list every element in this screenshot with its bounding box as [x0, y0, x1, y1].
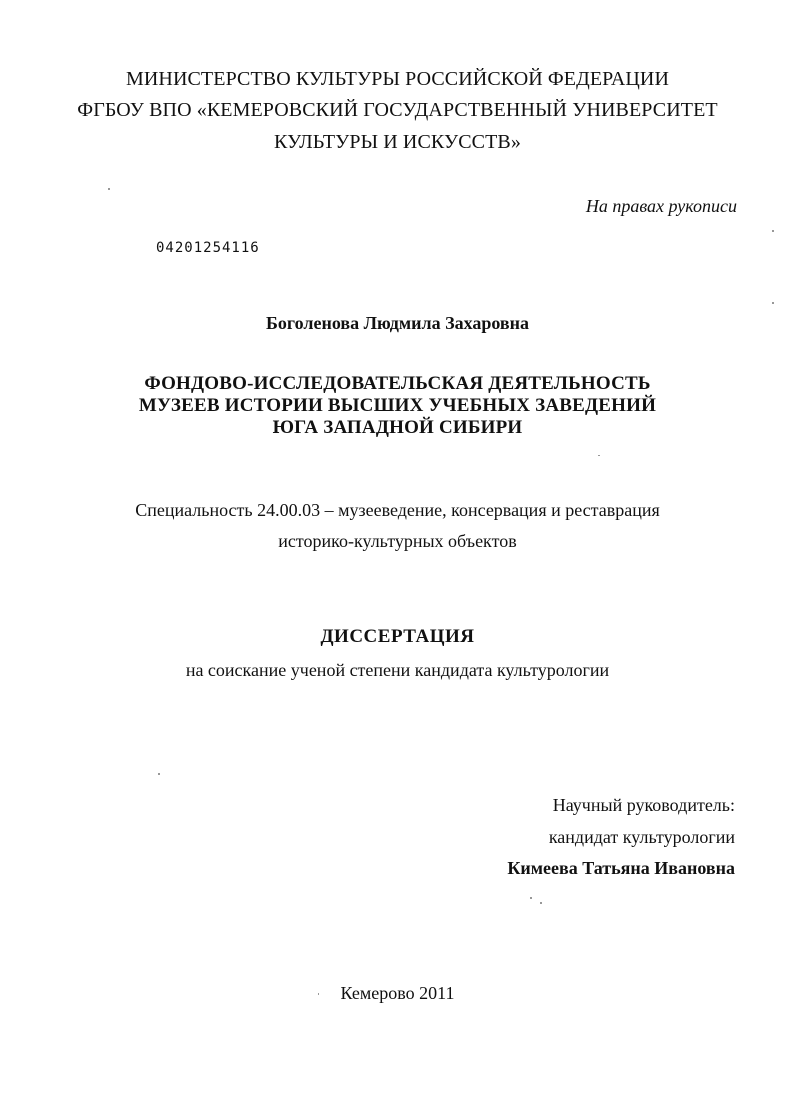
degree-statement: на соискание ученой степени кандидата культурологии [185, 660, 610, 680]
scan-speck [540, 902, 542, 904]
author-name: Боголенова Людмила Захаровна [265, 313, 529, 333]
thesis-title-line1: ФОНДОВО-ИССЛЕДОВАТЕЛЬСКАЯ ДЕЯТЕЛЬНОСТЬ [144, 373, 651, 394]
manuscript-note: На правах рукописи [585, 196, 737, 216]
specialty-line2: историко-культурных объектов [278, 531, 517, 551]
scan-speck [318, 993, 319, 995]
city-and-year: Кемерово 2011 [340, 983, 455, 1003]
scan-speck [158, 773, 160, 775]
archive-number: 04201254116 [156, 240, 260, 256]
thesis-title-line2: МУЗЕЕВ ИСТОРИИ ВЫСШИХ УЧЕБНЫХ ЗАВЕДЕНИЙ [138, 395, 657, 416]
scan-speck [530, 897, 532, 899]
scan-speck [108, 188, 110, 190]
university-name-line2: КУЛЬТУРЫ И ИСКУССТВ» [274, 131, 521, 153]
scan-speck [772, 230, 774, 232]
thesis-title-line3: ЮГА ЗАПАДНОЙ СИБИРИ [272, 417, 523, 438]
specialty-line1: Специальность 24.00.03 – музееведение, консервация и реставрация [135, 500, 660, 520]
document-type: ДИССЕРТАЦИЯ [320, 626, 475, 647]
scan-speck [598, 455, 600, 456]
advisor-label: Научный руководитель: [552, 795, 735, 815]
university-name-line1: ФГБОУ ВПО «КЕМЕРОВСКИЙ ГОСУДАРСТВЕННЫЙ УНИВЕРСИТЕТ [77, 99, 718, 121]
ministry-name: МИНИСТЕРСТВО КУЛЬТУРЫ РОССИЙСКОЙ ФЕДЕРАЦИИ [125, 68, 670, 90]
advisor-degree: кандидат культурологии [548, 827, 735, 847]
scan-speck [772, 302, 774, 304]
advisor-name: Кимеева Татьяна Ивановна [507, 858, 735, 878]
